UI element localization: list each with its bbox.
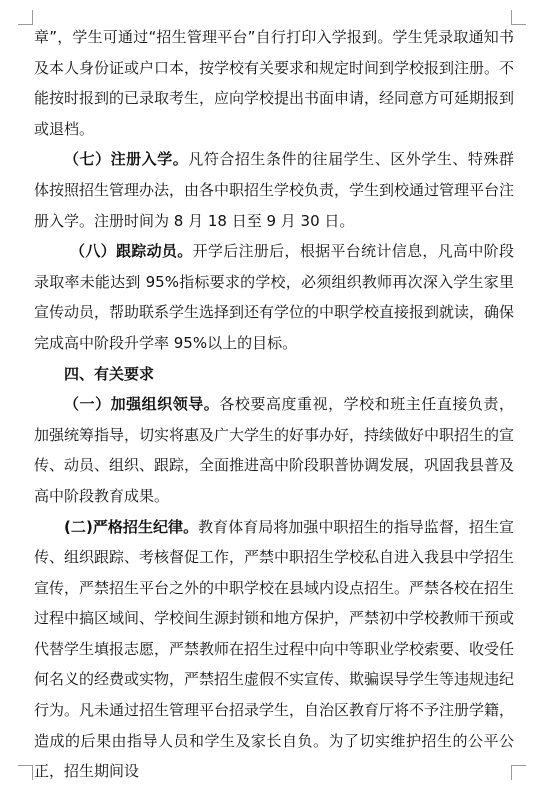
paragraph-lead: （七）注册入学。 bbox=[64, 150, 189, 169]
paragraph-lead: （八）跟踪动员。 bbox=[70, 242, 193, 261]
paragraph-text: 开学后注册后，根据平台统计信息，凡高中阶段录取率未能达到 95%指标要求的学校，必须组织教师再次深入学生家里宣传动员，帮助联系学生选择到还有学位的中职学校直接报到就读，确保完成高中阶段升学率 95%以上的目标。 bbox=[34, 242, 515, 352]
paragraph-follow-up bbox=[34, 236, 514, 358]
paragraph-lead: (二)严格招生纪律。 bbox=[64, 517, 199, 536]
document-body bbox=[34, 22, 514, 787]
paragraph-discipline bbox=[34, 512, 514, 787]
paragraph-lead: （一）加强组织领导。 bbox=[64, 395, 220, 414]
paragraph-text: 各校要高度重视，学校和班主任直接负责，加强统筹指导，切实将惠及广大学生的好事办好，持续做好中职招生的宣传、动员、组织、跟踪，全面推进高中阶段职普协调发展，巩固我县普及高中阶段教育成果。 bbox=[34, 395, 515, 505]
section-heading: 四、有关要求 bbox=[64, 364, 155, 383]
paragraph-organization bbox=[34, 389, 514, 511]
paragraph-text: 教育体育局将加强中职招生的指导监督，招生宣传、组织跟踪、考核督促工作，严禁中职招生学校私自进入我县中学招生宣传，严禁招生平台之外的中职学校在县域内设点招生。严禁各校在招生过程中搞区域间、学校间生源封锁和地方保护，严禁初中学校教师干预或代替学生填报志愿，严禁教师在招生过程中向中等职业学校索要、收受任何名义的经费或实物，严禁招生虚假不实宣传、欺骗误导学生等违规违纪行为。凡未通过招生管理平台招录学生，自治区教育厅将不予注册学籍，造成的后果由指导人员和学生及家长自负。为了切实维护招生的公平公正，招生期间设 bbox=[34, 517, 515, 781]
paragraph-text: 章”，学生可通过“招生管理平台”自行打印入学报到。学生凭录取通知书及本人身份证或户口本，按学校有关要求和规定时间到学校报到注册。不能按时报到的已录取考生，应向学校提出书面申请，经同意方可延期报到或退档。 bbox=[34, 28, 515, 138]
crop-mark-bottom-left bbox=[18, 765, 33, 780]
paragraph-continuation bbox=[34, 22, 514, 144]
crop-mark-top-left bbox=[18, 10, 33, 25]
paragraph-text: 凡符合招生条件的往届学生、区外学生、特殊群体按照招生管理办法，由各中职招生学校负责，学生到校通过管理平台注册入学。注册时间为 8 月 18 日至 9 月 30 日。 bbox=[34, 150, 515, 230]
paragraph-registration bbox=[34, 144, 514, 236]
